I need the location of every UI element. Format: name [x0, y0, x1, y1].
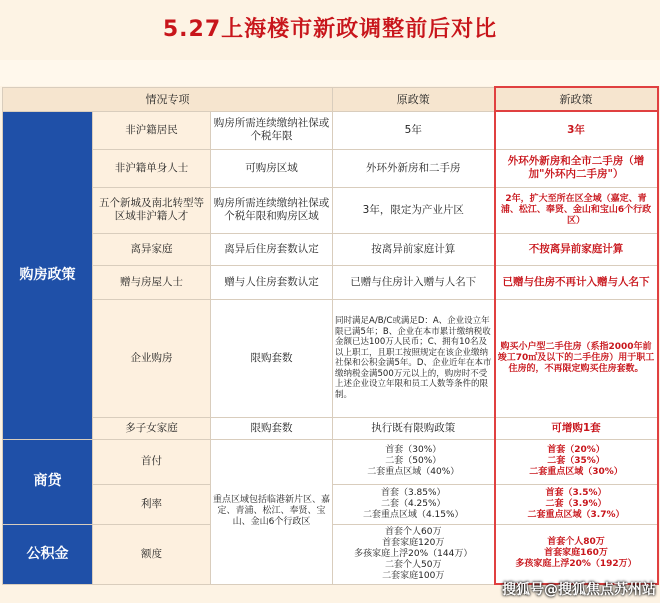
- old-line: 二套（4.25%）: [380, 498, 446, 509]
- row-subject: 离异家庭: [93, 233, 211, 265]
- row-item: 赠与人住房套数认定: [211, 265, 333, 299]
- new-line: 首套（20%）: [547, 445, 605, 455]
- row-new: 3年: [495, 111, 658, 149]
- old-line: 首套（30%）: [385, 445, 442, 455]
- watermark: 搜狐号@搜狐焦点苏州站: [502, 582, 656, 598]
- row-old: 按离异前家庭计算: [333, 233, 495, 265]
- section-fund: 公积金: [3, 524, 93, 584]
- row-item: 限购套数: [211, 417, 333, 439]
- old-line: 二套家庭100万: [382, 570, 445, 581]
- row-subject: 非沪籍居民: [93, 111, 211, 149]
- section-loan: 商贷: [3, 439, 93, 524]
- table-row: [3, 187, 658, 233]
- row-item: 限购套数: [211, 299, 333, 417]
- row-new: 可增购1套: [495, 417, 658, 439]
- row-new: 不按离异前家庭计算: [495, 233, 658, 265]
- new-line: 首套家庭160万: [544, 548, 608, 559]
- table-row: [3, 417, 658, 439]
- row-new: 已赠与住房不再计入赠与人名下: [495, 265, 658, 299]
- old-line: 首套（3.85%）: [380, 487, 446, 498]
- row-new: 外环外新房和全市二手房（增加"外环内二手房"）: [495, 149, 658, 187]
- row-label: 利率: [93, 484, 211, 524]
- table-row: [3, 299, 658, 417]
- row-label: 首付: [93, 439, 211, 484]
- row-label: 额度: [93, 524, 211, 584]
- new-line: 多孩家庭上浮20%（192万）: [515, 559, 637, 570]
- table-row: [3, 149, 658, 187]
- new-line: 二套重点区域（30%）: [529, 467, 623, 477]
- header-old: 原政策: [333, 87, 495, 111]
- row-subject: 多子女家庭: [93, 417, 211, 439]
- row-new: [495, 484, 658, 524]
- table-row: [3, 111, 658, 149]
- row-subject: 企业购房: [93, 299, 211, 417]
- old-line: 首套个人60万: [385, 526, 442, 537]
- new-line: 二套（3.9%）: [545, 498, 607, 509]
- header-topic: 情况专项: [3, 87, 333, 111]
- new-line: 二套（35%）: [547, 456, 605, 466]
- row-old: 同时满足A/B/C或满足D：A、企业设立年限已满5年；B、企业在本市累计缴纳税收金额已达100万人民币；C、拥有10名及以上职工，且职工按照规定在该企业缴纳社保和公积金满5年。D、企业近年在本市缴纳税金满500万元以上的，购房时不受上述企业设立年限和员工人数等条件的限制。: [333, 299, 495, 417]
- table-header-row: [3, 87, 658, 111]
- new-line: 首套（3.5%）: [545, 487, 607, 498]
- title-gap: [0, 60, 660, 86]
- old-line: 二套（50%）: [385, 456, 442, 466]
- page-title: 5.27上海楼市新政调整前后对比: [162, 17, 498, 42]
- row-new: 购买小户型二手住房（系指2000年前竣工70㎡及以下的二手住房）用于职工住房的，不再限定购买住房套数。: [495, 299, 658, 417]
- row-new: [495, 439, 658, 484]
- table-row: [3, 233, 658, 265]
- zone-note: 重点区域包括临港新片区、嘉定、青浦、松江、奉贤、宝山、金山6个行政区: [211, 439, 333, 584]
- policy-table: [2, 86, 659, 585]
- row-old: [333, 484, 495, 524]
- row-old: 5年: [333, 111, 495, 149]
- row-item: 购房所需连续缴纳社保或个税年限: [211, 111, 333, 149]
- old-line: 二套重点区域（40%）: [367, 467, 460, 477]
- row-subject: 非沪籍单身人士: [93, 149, 211, 187]
- row-subject: 五个新城及南北转型等区域非沪籍人才: [93, 187, 211, 233]
- table-row: [3, 439, 658, 484]
- section-purchase: 购房政策: [3, 111, 93, 439]
- row-old: 执行既有限购政策: [333, 417, 495, 439]
- row-new: [495, 524, 658, 584]
- old-line: 二套重点区域（4.15%）: [362, 509, 464, 520]
- row-item: 购房所需连续缴纳社保或个税年限和购房区域: [211, 187, 333, 233]
- table-row: [3, 265, 658, 299]
- header-new: 新政策: [495, 87, 658, 111]
- row-old: 3年，限定为产业片区: [333, 187, 495, 233]
- old-line: 首套家庭120万: [382, 537, 445, 548]
- new-line: 首套个人80万: [547, 537, 605, 548]
- row-old: 已赠与住房计入赠与人名下: [333, 265, 495, 299]
- new-line: 二套重点区域（3.7%）: [527, 509, 625, 520]
- old-line: 多孩家庭上浮20%（144万）: [354, 548, 473, 559]
- old-line: 二套个人50万: [385, 559, 442, 570]
- row-old: [333, 439, 495, 484]
- row-new: 2年，扩大至所在区全域（嘉定、青浦、松江、奉贤、金山和宝山6个行政区）: [495, 187, 658, 233]
- row-subject: 赠与房屋人士: [93, 265, 211, 299]
- row-old: 外环外新房和二手房: [333, 149, 495, 187]
- row-item: 可购房区域: [211, 149, 333, 187]
- row-item: 离异后住房套数认定: [211, 233, 333, 265]
- row-old: [333, 524, 495, 584]
